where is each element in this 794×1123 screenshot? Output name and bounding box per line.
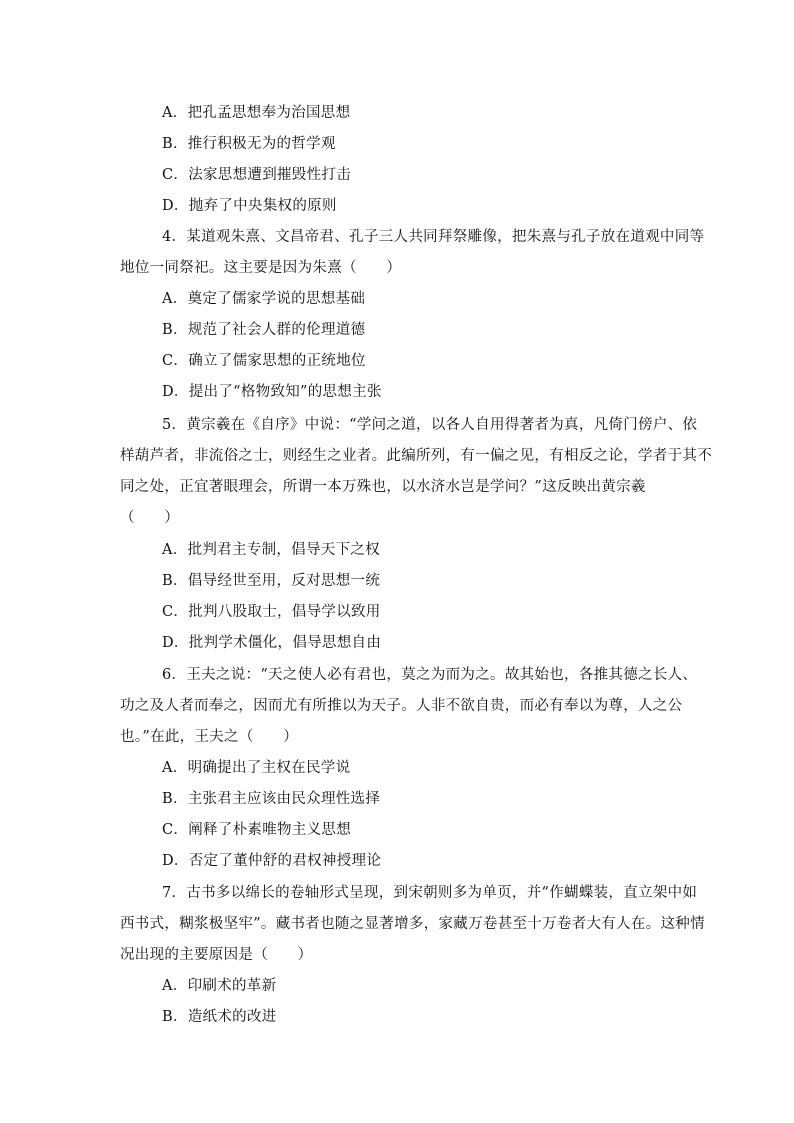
q7-stem-line-2: 西书式，糊浆极坚牢”。藏书者也随之显著增多，家藏万卷甚至十万卷者大有人在。这种情 (120, 916, 705, 932)
q4-option-b: B．规范了社会人群的伦理道德 (162, 322, 366, 338)
q4-option-c: C．确立了儒家思想的正统地位 (162, 353, 366, 369)
q5-option-c: C．批判八股取士，倡导学以致用 (162, 604, 381, 620)
q3-option-d: D．抛弃了中央集权的原则 (162, 198, 337, 214)
q6-stem-line-2: 功之及人者而奉之，因而尤有所推以为天子。人非不欲自贵，而必有奉以为尊，人之公 (120, 698, 683, 714)
q5-stem-line-3: 同之处，正宜著眼理会，所谓一本万殊也，以水济水岂是学问？”这反映出黄宗羲 (120, 479, 646, 495)
q5-stem-line-1: 5．黄宗羲在《自序》中说：“学问之道，以各人自用得著者为真，凡倚门傍户、依 (162, 417, 698, 433)
q4-stem-line-2: 地位一同祭祀。这主要是因为朱熹（ ） (120, 260, 402, 276)
q6-stem-line-1: 6．王夫之说：“天之使人必有君也，莫之为而为之。故其始也，各推其德之长人、 (162, 667, 698, 683)
q3-option-a: A．把孔孟思想奉为治国思想 (162, 105, 351, 121)
q4-option-a: A．奠定了儒家学说的思想基础 (162, 291, 366, 307)
q6-option-a: A．明确提出了主权在民学说 (162, 760, 351, 776)
q4-stem-line-1: 4．某道观朱熹、文昌帝君、孔子三人共同拜祭雕像，把朱熹与孔子放在道观中同等 (162, 229, 705, 245)
q7-option-b: B．造纸术的改进 (162, 1009, 277, 1025)
q7-stem-line-3: 况出现的主要原因是（ ） (120, 947, 313, 963)
q5-option-d: D．批判学术僵化，倡导思想自由 (162, 635, 382, 651)
q6-option-c: C．阐释了朴素唯物主义思想 (162, 822, 351, 838)
q7-option-a: A．印刷术的革新 (162, 978, 277, 994)
q5-stem-line-4: （ ） (120, 510, 180, 526)
q5-option-a: A．批判君主专制，倡导天下之权 (162, 542, 380, 558)
q3-option-c: C．法家思想遭到摧毁性打击 (162, 167, 351, 183)
q6-option-d: D．否定了董仲舒的君权神授理论 (162, 853, 382, 869)
q3-option-b: B．推行积极无为的哲学观 (162, 136, 336, 152)
q6-stem-line-3: 也。”在此，王夫之（ ） (120, 729, 299, 745)
q6-option-b: B．主张君主应该由民众理性选择 (162, 791, 381, 807)
q5-stem-line-2: 样葫芦者，非流俗之士，则经生之业者。此编所列，有一偏之见，有相反之论，学者于其不 (120, 448, 712, 464)
q5-option-b: B．倡导经世至用，反对思想一统 (162, 573, 381, 589)
q7-stem-line-1: 7．古书多以绵长的卷轴形式呈现，到宋朝则多为单页，并“作蝴蝶装，直立架中如 (162, 885, 698, 901)
q4-option-d: D．提出了“格物致知”的思想主张 (162, 384, 382, 400)
